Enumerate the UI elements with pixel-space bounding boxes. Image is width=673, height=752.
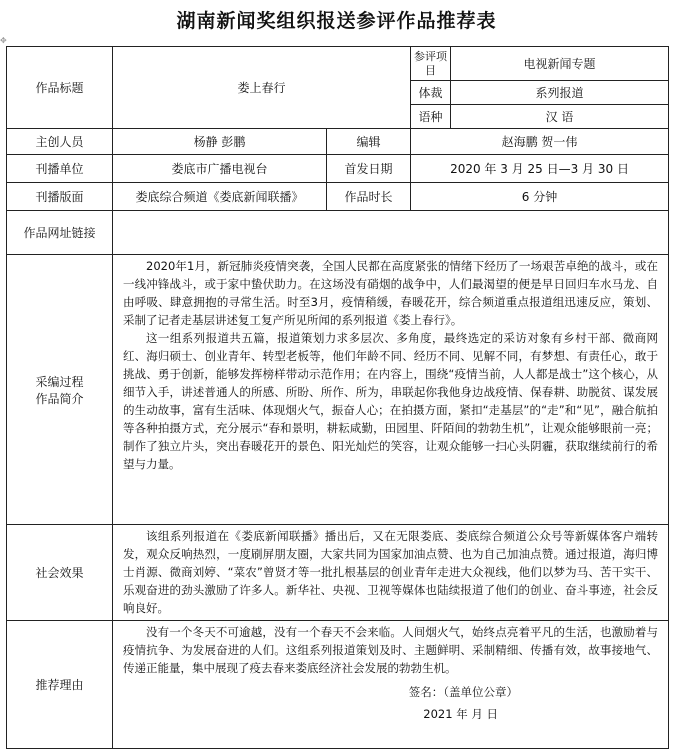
signature-date: 2021 年 月 日 [423,707,499,721]
first-date-value: 2020 年 3 月 25 日—3 月 30 日 [411,155,669,183]
effect-paragraph: 该组系列报道在《娄底新闻联播》播出后，又在无限娄底、娄底综合频道公众号等新媒体客户端转发，观众反响热烈，一度刷屏朋友圈，大家共同为国家加油点赞、也为自己加油点赞。通过报道，海归博士肖源、微商刘婷、“菜农”曾贤才等一批扎根基层的创业青年走进大众视线，他们以梦为马、苦干实干、乐观奋进的劲头激励了许多人。新华社、央视、卫视等媒体也陆续报道了他们的创业、奋斗事迹，社会反响良好。 [123,529,659,615]
reason-content [113,621,669,749]
page-title: 湖南新闻奖组织报送参评作品推荐表 [176,10,497,32]
genre-value: 系列报道 [451,81,669,105]
intro-content [113,255,669,525]
layout-value: 娄底综合频道《娄底新闻联播》 [113,183,327,211]
category-label: 参评项目 [411,47,451,81]
effect-content [113,525,669,621]
first-date-label: 首发日期 [327,155,411,183]
work-title-value: 娄上春行 [113,47,411,129]
intro-label [7,255,113,525]
intro-label-line2: 作品简介 [35,391,84,406]
effect-label: 社会效果 [7,525,113,621]
recommendation-form [6,46,669,749]
editors-value: 赵海鹏 贺一伟 [411,129,669,155]
creators-value: 杨静 彭鹏 [113,129,327,155]
reason-paragraph: 没有一个冬天不可逾越，没有一个春天不会来临。人间烟火气，始终点亮着平凡的生活，也激励着与疫情抗争、为发展奋进的人们。这组系列报道策划及时、主题鲜明、采制精细、传播有效，故事接地气、传递正能量，集中展现了疫去春来娄底经济社会发展的勃勃生机。 [123,625,659,675]
language-label: 语种 [411,105,451,129]
duration-label: 作品时长 [327,183,411,211]
url-value [113,211,669,255]
layout-label: 刊播版面 [7,183,113,211]
reason-label: 推荐理由 [7,621,113,749]
publisher-label: 刊播单位 [7,155,113,183]
work-title-label: 作品标题 [7,47,113,129]
creators-label: 主创人员 [7,129,113,155]
intro-label-line1: 采编过程 [35,374,84,389]
move-handle-icon: ✥ [0,36,7,45]
category-value: 电视新闻专题 [451,47,669,81]
duration-value: 6 分钟 [411,183,669,211]
editor-label: 编辑 [327,129,411,155]
url-label: 作品网址链接 [7,211,113,255]
intro-paragraph: 这一组系列报道共五篇，报道策划力求多层次、多角度，最终选定的采访对象有乡村干部、微商网红、海归硕士、创业青年、转型老板等，他们年龄不同、经历不同、见解不同，有梦想、有责任心，敢于挑战、勇于创新，能够发挥榜样带动示范作用；在内容上，围绕“疫情当前，人人都是战士”这个核心，从细节入手，讲述普通人的所感、所盼、所作、所为，串联起你我他身边战疫情、保春耕、助脱贫、谋发展的生动故事，富有生活味、体现烟火气，振奋人心；在拍摄方面，紧扣“走基层”的“走”和“见”，融合航拍等各种拍摄方式，充分展示“春和景明，耕耘咸勤，田园里、阡陌间的勃勃生机”，让观众能够眼前一亮；制作了独立片头，突出春暖花开的景色、阳光灿烂的笑容，让观众能够一扫心头阴霾，获取继续前行的希望与力量。 [123,331,659,471]
signature-line: 签名：（盖单位公章） [408,685,519,699]
language-value: 汉 语 [451,105,669,129]
publisher-value: 娄底市广播电视台 [113,155,327,183]
intro-paragraph: 2020年1月，新冠肺炎疫情突袭，全国人民都在高度紧张的情绪下经历了一场艰苦卓绝的战斗，或在一线冲锋战斗，或于家中蛰伏助力。在这场没有硝烟的战争中，人们最渴望的便是早日回归车水马龙、自由呼吸、肆意拥抱的寻常生活。时至3月，疫情稍缓，春暖花开，综合频道重点报道组迅速反应，策划、采制了记者走基层讲述复工复产所见所闻的系列报道《娄上春行》。 [123,259,659,327]
genre-label: 体裁 [411,81,451,105]
